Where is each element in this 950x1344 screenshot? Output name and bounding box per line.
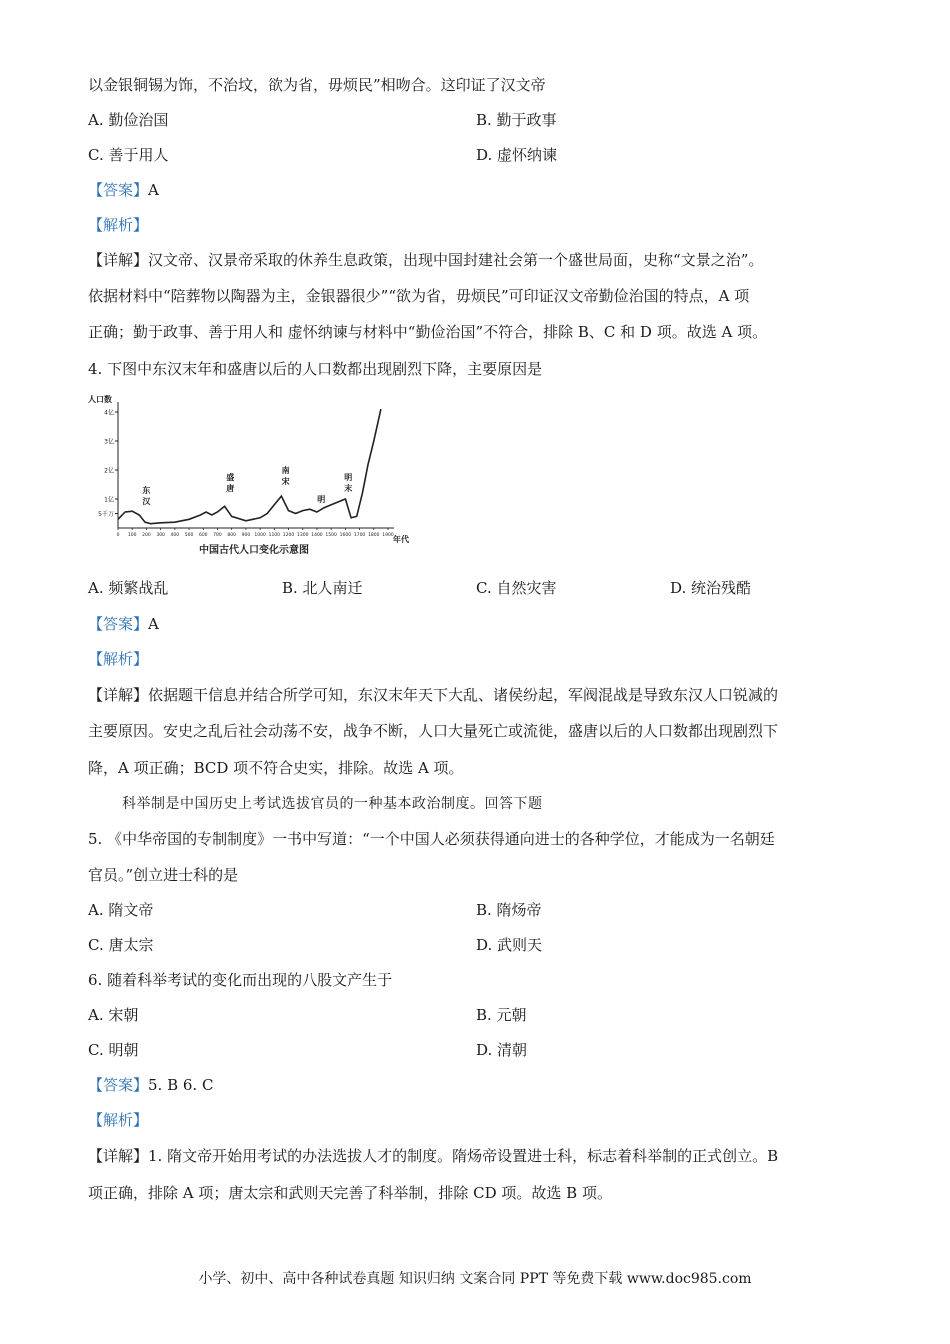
analysis-tag: 【解析】 xyxy=(88,650,149,668)
chart-ylabel: 人口数 xyxy=(88,395,112,404)
q4-option-b: B. 北人南迁 xyxy=(282,579,363,597)
chart-y-ticks xyxy=(98,409,118,519)
q6-option-b: B. 元朝 xyxy=(476,1006,527,1024)
q4-answer xyxy=(88,613,159,635)
q5-option-d: D. 武则天 xyxy=(476,936,543,954)
x-tick-label: 1800 xyxy=(368,533,380,538)
x-tick-label: 1500 xyxy=(325,533,337,538)
q5-stem-line-2: 官员。”创立进士科的是 xyxy=(88,866,239,884)
q3-stem-end: 以金银铜锡为饰，不治坟，欲为省，毋烦民”相吻合。这印证了汉文帝 xyxy=(88,76,546,94)
q4-option-c: C. 自然灾害 xyxy=(476,579,557,597)
chart-xlabel: 年代 xyxy=(393,535,409,544)
detail-tag: 【详解】 xyxy=(88,251,149,269)
q5-option-a: A. 隋文帝 xyxy=(88,901,154,919)
x-tick-label: 400 xyxy=(170,533,180,538)
y-tick-label: 1亿 xyxy=(104,496,114,504)
x-tick-label: 1600 xyxy=(339,533,352,538)
analysis-tag: 【解析】 xyxy=(88,1111,149,1129)
population-line xyxy=(118,409,381,524)
chart-annotations xyxy=(142,465,352,506)
q5-stem-line-1: 5. 《中华帝国的专制制度》一书中写道：“一个中国人必须获得通向进士的各种学位，才能成为一名朝廷 xyxy=(88,830,775,848)
q4-detail-line-1 xyxy=(88,684,778,706)
q5-6-analysis-tag xyxy=(88,1109,148,1131)
q3-option-a: A. 勤俭治国 xyxy=(88,111,169,129)
q4-detail-line-2: 主要原因。安史之乱后社会动荡不安，战争不断，人口大量死亡或流徙，盛唐以后的人口数都出现剧烈下 xyxy=(88,722,779,740)
annotation-label: 唐 xyxy=(226,484,235,494)
annotation-label: 明 xyxy=(344,473,353,483)
answer-tag: 【答案】 xyxy=(88,1076,149,1094)
x-tick-label: 700 xyxy=(213,533,222,538)
x-tick-label: 1300 xyxy=(297,533,309,538)
annotation-label: 汉 xyxy=(142,497,151,507)
answer-value: A xyxy=(148,181,159,199)
analysis-tag: 【解析】 xyxy=(88,216,149,234)
q5-option-b: B. 隋炀帝 xyxy=(476,901,542,919)
q3-option-d: D. 虚怀纳谏 xyxy=(476,146,558,164)
x-tick-label: 800 xyxy=(227,533,236,538)
x-tick-label: 1700 xyxy=(353,533,366,538)
q3-option-c: C. 善于用人 xyxy=(88,146,169,164)
x-tick-label: 500 xyxy=(184,533,194,538)
x-tick-label: 1100 xyxy=(268,533,281,538)
q5-6-answer xyxy=(88,1074,213,1096)
q6-option-d: D. 清朝 xyxy=(476,1041,528,1059)
q5-6-detail-line-2: 项正确，排除 A 项；唐太宗和武则天完善了科举制，排除 CD 项。故选 B 项。 xyxy=(88,1184,612,1202)
x-tick-label: 1000 xyxy=(254,533,266,538)
q3-answer xyxy=(88,179,159,201)
x-tick-label: 200 xyxy=(142,533,151,538)
annotation-label: 末 xyxy=(344,484,353,494)
annotation-label: 明 xyxy=(317,494,326,504)
q6-option-a: A. 宋朝 xyxy=(88,1006,139,1024)
q3-detail-line-1 xyxy=(88,249,763,271)
detail-text: 汉文帝、汉景帝采取的休养生息政策，出现中国封建社会第一个盛世局面，史称“文景之治”。 xyxy=(148,251,764,269)
detail-text: 依据题干信息并结合所学可知，东汉末年天下大乱、诸侯纷起，军阀混战是导致东汉人口锐减的 xyxy=(148,686,779,704)
q4-analysis-tag xyxy=(88,648,148,670)
y-tick-label: 3亿 xyxy=(104,438,114,446)
q5-6-detail-line-1 xyxy=(88,1145,778,1167)
q5-option-c: C. 唐太宗 xyxy=(88,936,154,954)
y-tick-label: 5千万 xyxy=(98,511,114,518)
x-tick-label: 300 xyxy=(156,533,165,538)
x-tick-label: 600 xyxy=(198,533,208,538)
answer-value: 5. B 6. C xyxy=(148,1076,214,1094)
y-tick-label: 2亿 xyxy=(104,467,114,475)
chart-axes xyxy=(118,402,394,528)
detail-tag: 【详解】 xyxy=(88,686,149,704)
q3-option-b: B. 勤于政事 xyxy=(476,111,557,129)
q5-6-intro: 科举制是中国历史上考试选拔官员的一种基本政治制度。回答下题 xyxy=(122,796,543,812)
q6-stem: 6. 随着科举考试的变化而出现的八股文产生于 xyxy=(88,971,393,989)
detail-tag: 【详解】 xyxy=(88,1147,149,1165)
x-tick-label: 1200 xyxy=(282,533,295,538)
q3-detail-line-2: 依据材料中“陪葬物以陶器为主，金银器很少”“欲为省，毋烦民”可印证汉文帝勤俭治国的特点，A 项 xyxy=(88,287,750,305)
answer-value: A xyxy=(148,615,159,633)
x-tick-label: 1400 xyxy=(311,533,323,538)
page-footer: 小学、初中、高中各种试卷真题 知识归纳 文案合同 PPT 等免费下载 www.doc985.com xyxy=(198,1271,752,1287)
q4-detail-line-3: 降，A 项正确；BCD 项不符合史实，排除。故选 A 项。 xyxy=(88,759,464,777)
x-tick-label: 100 xyxy=(127,533,137,538)
q4-stem: 4. 下图中东汉末年和盛唐以后的人口数都出现剧烈下降，主要原因是 xyxy=(88,360,543,378)
chart-title: 中国古代人口变化示意图 xyxy=(199,545,309,555)
annotation-label: 盛 xyxy=(226,473,235,483)
q4-option-a: A. 频繁战乱 xyxy=(88,579,169,597)
annotation-label: 宋 xyxy=(281,476,290,486)
q6-option-c: C. 明朝 xyxy=(88,1041,139,1059)
answer-tag: 【答案】 xyxy=(88,181,149,199)
annotation-label: 东 xyxy=(142,486,151,496)
x-tick-label: 900 xyxy=(241,533,251,538)
chart-x-ticks xyxy=(117,528,394,538)
population-chart xyxy=(88,390,418,555)
y-tick-label: 4亿 xyxy=(104,409,114,417)
x-tick-label: 1900 xyxy=(382,533,394,538)
answer-tag: 【答案】 xyxy=(88,615,149,633)
detail-text: 1. 隋文帝开始用考试的办法选拔人才的制度。隋炀帝设置进士科，标志着科举制的正式创立。B xyxy=(148,1147,779,1165)
q3-analysis-tag xyxy=(88,214,148,236)
x-tick-label: 0 xyxy=(116,533,120,538)
q3-detail-line-3: 正确；勤于政事、善于用人和 虚怀纳谏与材料中“勤俭治国”不符合，排除 B、C 和 D 项。故选 A 项。 xyxy=(88,323,768,341)
annotation-label: 南 xyxy=(281,465,290,475)
q4-option-d: D. 统治残酷 xyxy=(670,579,752,597)
